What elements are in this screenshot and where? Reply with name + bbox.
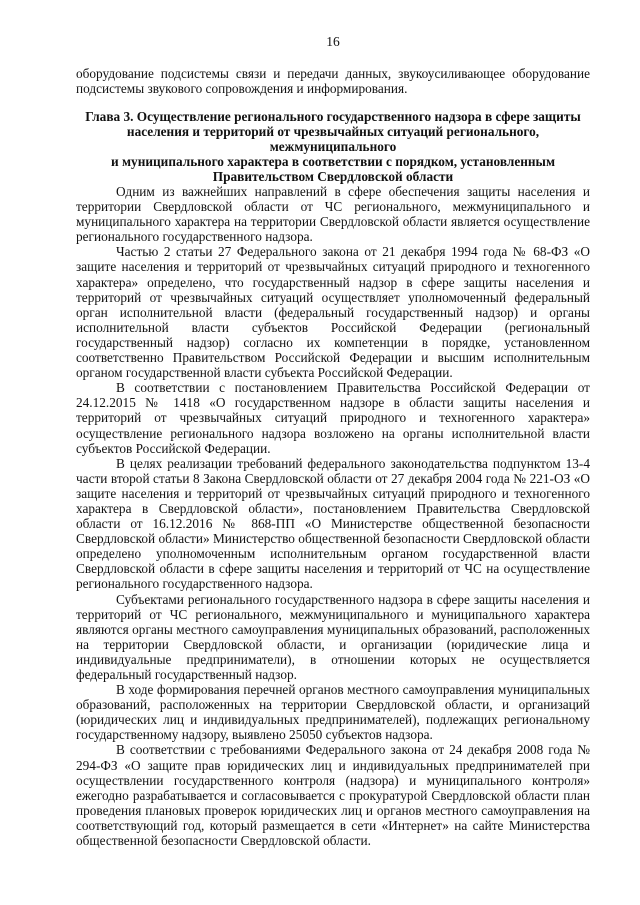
paragraph-7: В соответствии с требованиями Федерального закона от 24 декабря 2008 года № 294-ФЗ «О защите прав юридических лиц и индивидуальных предпринимателей при осуществлении государственного контроля (надзора) и муниципального контроля» ежегодно разрабатывается и согласовывается с прокуратурой Свердловской области план проведения плановых проверок юридических лиц и органов местного самоуправления на соответствующий год, который размещается в сети «Интернет» на сайте Министерства общественной безопасности Свердловской области.: [76, 742, 590, 849]
paragraph-5: Субъектами регионального государственного надзора в сфере защиты населения и территорий от ЧС регионального, межмуниципального и муниципального характера являются органы местного самоуправления муниципальных образований, расположенных на территории Свердловской области, и организации (юридические лица и индивидуальные предприниматели), в отношении которых не осуществляется федеральный государственный надзор.: [76, 591, 590, 682]
heading-line: и муниципального характера в соответствии с порядком, установленным: [111, 154, 555, 170]
continuation-block: [76, 66, 590, 96]
chapter-heading: [76, 109, 590, 184]
continuation-paragraph: оборудование подсистемы связи и передачи данных, звукоусиливающее оборудование подсистемы звукового сопровождения и информирования.: [76, 66, 590, 97]
paragraph-4: В целях реализации требований федерального законодательства подпунктом 13-4 части второй статьи 8 Закона Свердловской области от 27 декабря 2004 года № 221-ОЗ «О защите населения и территорий от чрезвычайных ситуаций природного и техногенного характера в Свердловской области», постановлением Правительства Свердловской области от 16.12.2016 № 868-ПП «О Министерстве общественной безопасности Свердловской области» Министерство общественной безопасности Свердловской области определено уполномоченным исполнительным органом государственной власти Свердловской области в сфере защиты населения и территорий от ЧС на осуществление регионального государственного надзора.: [76, 455, 590, 592]
paragraph-2: Частью 2 статьи 27 Федерального закона от 21 декабря 1994 года № 68-ФЗ «О защите населения и территорий от чрезвычайных ситуаций природного и техногенного характера» определено, что государственный надзор в сфере защиты населения и территорий от чрезвычайных ситуаций осуществляет уполномоченный федеральный орган исполнительной власти (федеральный государственный надзор) и органы исполнительной власти субъектов Российской Федерации (региональный государственный надзор) согласно их компетенции в порядке, установленном соответственно Правительством Российской Федерации и высшим исполнительным органом государственной власти субъекта Российской Федерации.: [76, 244, 590, 381]
paragraph-3: В соответствии с постановлением Правительства Российской Федерации от 24.12.2015 № 1418 «О государственном надзоре в области защиты населения и территорий от чрезвычайных ситуаций природного и техногенного характера» осуществление регионального надзора возложено на органы исполнительной власти субъектов Российской Федерации.: [76, 380, 590, 456]
heading-line: Глава 3. Осуществление регионального государственного надзора в сфере защиты: [85, 109, 581, 124]
page-number: 16: [326, 34, 340, 49]
heading-line: Правительством Свердловской области: [212, 169, 454, 185]
paragraph-6: В ходе формирования перечней органов местного самоуправления муниципальных образований, расположенных на территории Свердловской области, и организаций (юридических лиц и индивидуальных предпринимателей), подлежащих региональному государственному надзору, выявлено 25050 субъектов надзора.: [76, 682, 590, 743]
heading-line: населения и территорий от чрезвычайных ситуаций регионального, межмуниципального: [126, 124, 540, 155]
paragraph-1: Одним из важнейших направлений в сфере обеспечения защиты населения и территории Свердловской области от ЧС регионального, межмуниципального и муниципального характера на территории Свердловской области является осуществление регионального государственного надзора.: [76, 184, 590, 245]
body-text: [76, 184, 590, 848]
